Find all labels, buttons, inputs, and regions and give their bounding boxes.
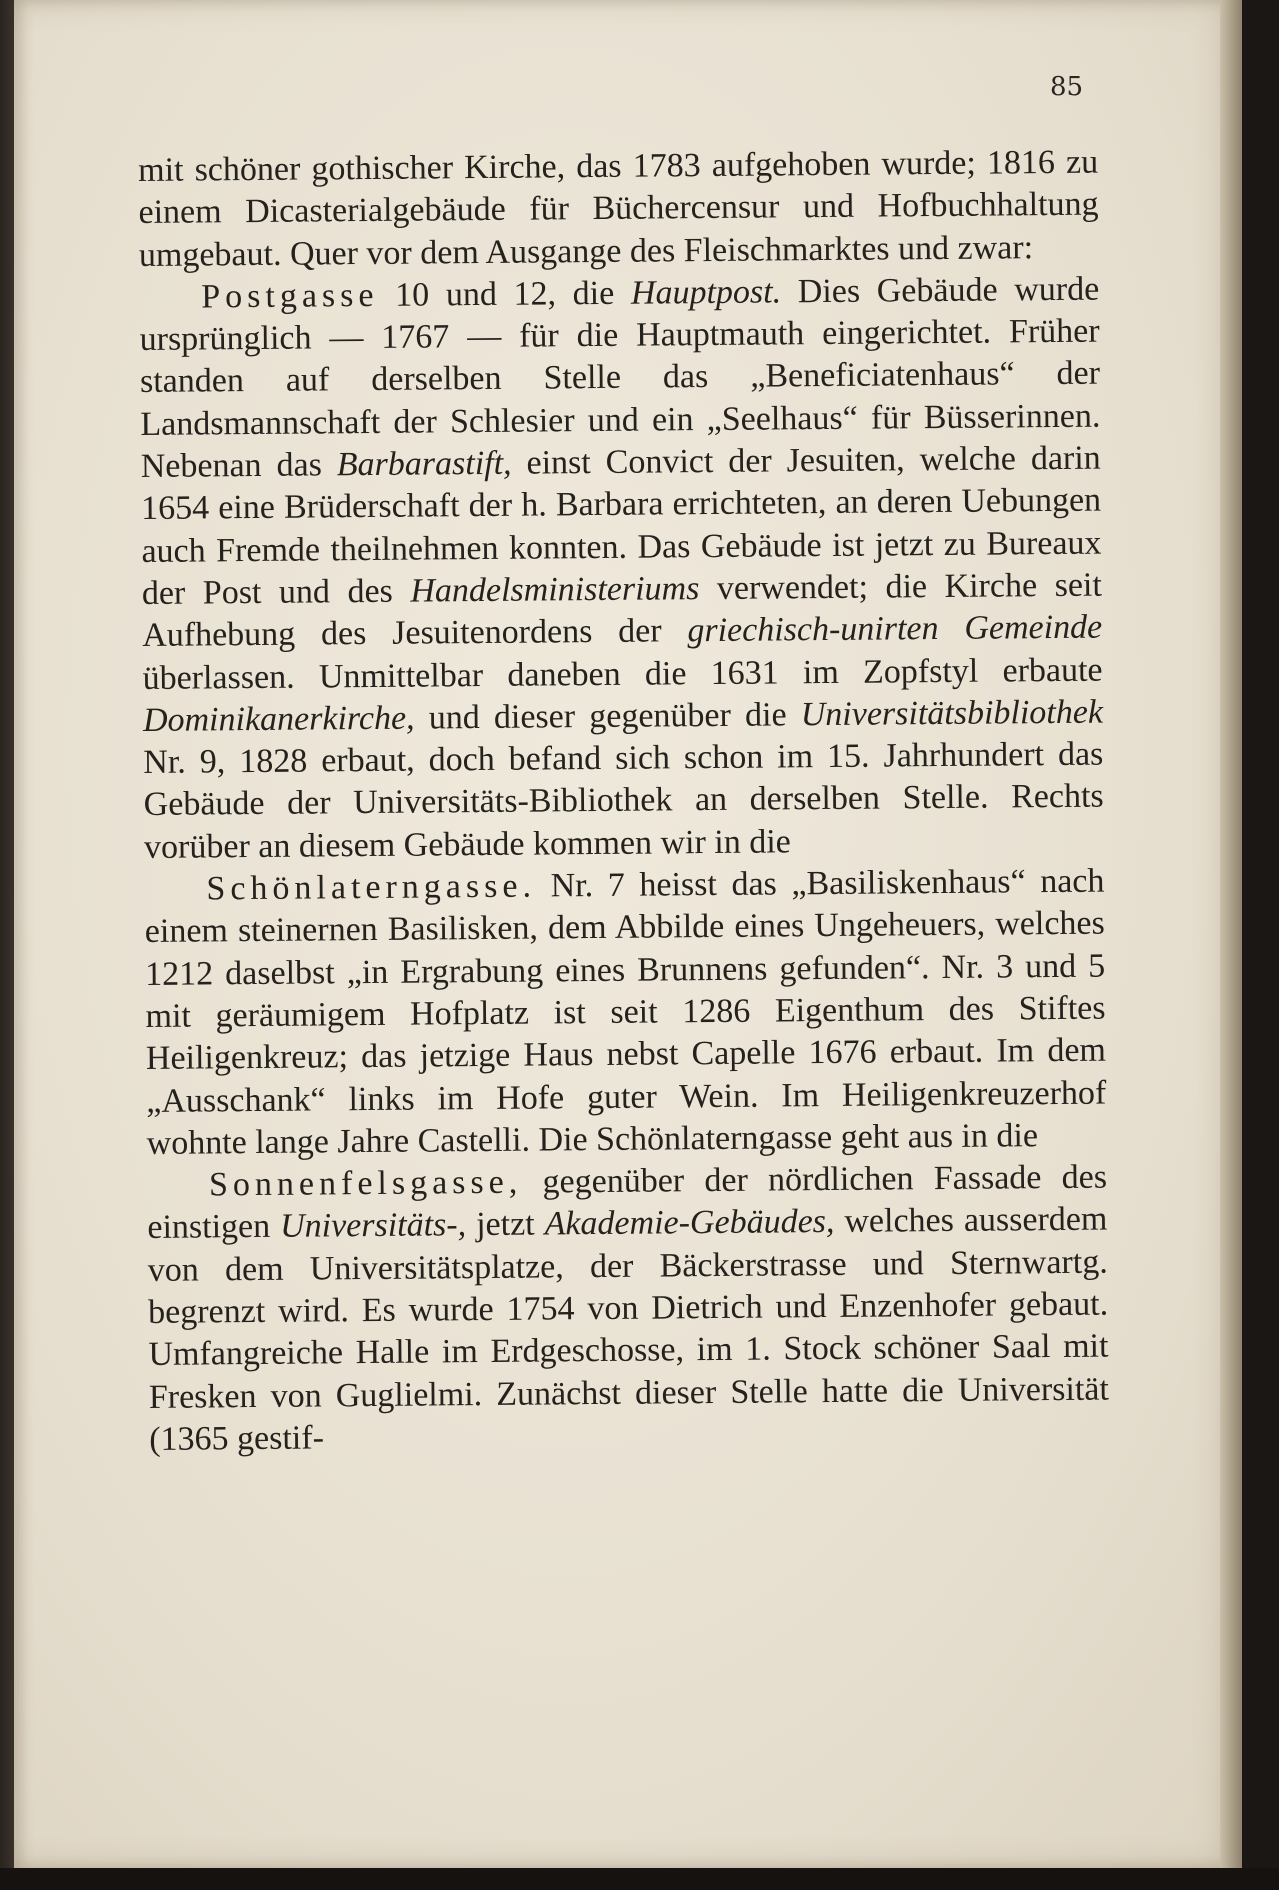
text-run: überlassen. Unmittelbar daneben die 1631 im Zopfstyl erbaute bbox=[142, 651, 1103, 697]
italic-term: Hauptpost. bbox=[630, 273, 782, 312]
italic-term: Universitätsbibliothek bbox=[800, 693, 1104, 734]
italic-term: Universitäts-, bbox=[279, 1206, 467, 1246]
street-name-heading: Postgasse bbox=[201, 276, 379, 316]
text-run: Nr. 7 heisst das „Basiliskenhaus“ nach einem steinernen Basilisken, dem Abbilde eines Ungeheuers, welches 1212 daselbst „in Ergrabung eines Brunnens gefunden“. Nr. 3 und 5 mit geräumigem Hofplatz ist seit 1286 Eigenthum des Stiftes Heiligenkreuz; das jetzige Haus nebst Capelle 1676 erbaut. Im dem „Ausschank“ links im Hofe guter Wein. Im Heiligenkreuzerhof wohnte lange Jahre Castelli. Die Schönlaterngasse geht aus in die bbox=[144, 862, 1107, 1162]
street-name-heading: Sonnenfelsgasse, bbox=[208, 1163, 523, 1204]
italic-term: Barbarastift, bbox=[336, 444, 512, 484]
italic-term: Dominikanerkirche, bbox=[142, 699, 415, 739]
text-run: verwendet; die Kirche seit Aufhebung des Jesuitenordens der bbox=[142, 566, 1102, 655]
text-run: 10 und 12, die bbox=[378, 274, 632, 314]
text-run: und dieser gegenüber die bbox=[414, 696, 801, 737]
text-run: Dies Gebäude wurde ursprünglich — 1767 — für die Hauptmauth eingerichtet. Früher standen auf derselben Stelle das „Beneficiatenhaus“ der Landsmannschaft der Schlesier und ein „Seelhaus“ für Büsserinnen. Nebenan das bbox=[139, 270, 1101, 486]
page-number: 85 bbox=[1050, 72, 1084, 102]
book-binding-edge bbox=[0, 0, 14, 1868]
text-run: Nr. 9, 1828 erbaut, doch befand sich schon im 15. Jahrhundert das Gebäude der Universitäts-Bibliothek an derselben Stelle. Rechts vorüber an diesem Gebäude kommen wir in die bbox=[143, 735, 1104, 866]
paragraph-2 bbox=[139, 269, 1104, 870]
italic-term: Handelsministeriums bbox=[410, 570, 700, 610]
italic-term: griechisch-unirten Gemeinde bbox=[687, 608, 1103, 650]
paragraph-1 bbox=[138, 142, 1099, 277]
page-edge-shadow bbox=[1220, 0, 1242, 1868]
italic-term: Akademie-Gebäudes, bbox=[544, 1203, 835, 1243]
text-run: jetzt bbox=[465, 1205, 545, 1244]
text-run: mit schöner gothischer Kirche, das 1783 aufgehoben wurde; 1816 zu einem Dicasterialgebäude für Büchercensur und Hofbuchhaltung umgebaut. Quer vor dem Ausgange des Fleischmarktes und zwar: bbox=[138, 143, 1099, 274]
text-run: einst Convict der Jesuiten, welche darin 1654 eine Brüderschaft der h. Barbara errichteten, an deren Uebungen auch Fremde theilnehmen konnten. Das Gebäude ist jetzt zu Bureaux der Post und des bbox=[140, 439, 1102, 612]
book-page bbox=[14, 0, 1242, 1868]
paragraph-3 bbox=[144, 861, 1107, 1165]
paragraph-4 bbox=[147, 1157, 1110, 1461]
scan-bottom-edge bbox=[0, 1868, 1279, 1890]
street-name-heading: Schönlaterngasse. bbox=[206, 867, 537, 908]
body-text bbox=[138, 142, 1109, 1462]
text-run: welches ausserdem von dem Universitätsplatze, der Bäckerstrasse und Sternwartg. begrenzt wird. Es wurde 1754 von Dietrich und Enzenhofer gebaut. Umfangreiche Halle im Erdgeschosse, im 1. Stock schöner Saal mit Fresken von Guglielmi. Zunächst dieser Stelle hatte die Universität (1365 gestif- bbox=[147, 1201, 1110, 1458]
text-run: gegenüber der nördlichen Fassade des einstigen bbox=[147, 1158, 1108, 1247]
